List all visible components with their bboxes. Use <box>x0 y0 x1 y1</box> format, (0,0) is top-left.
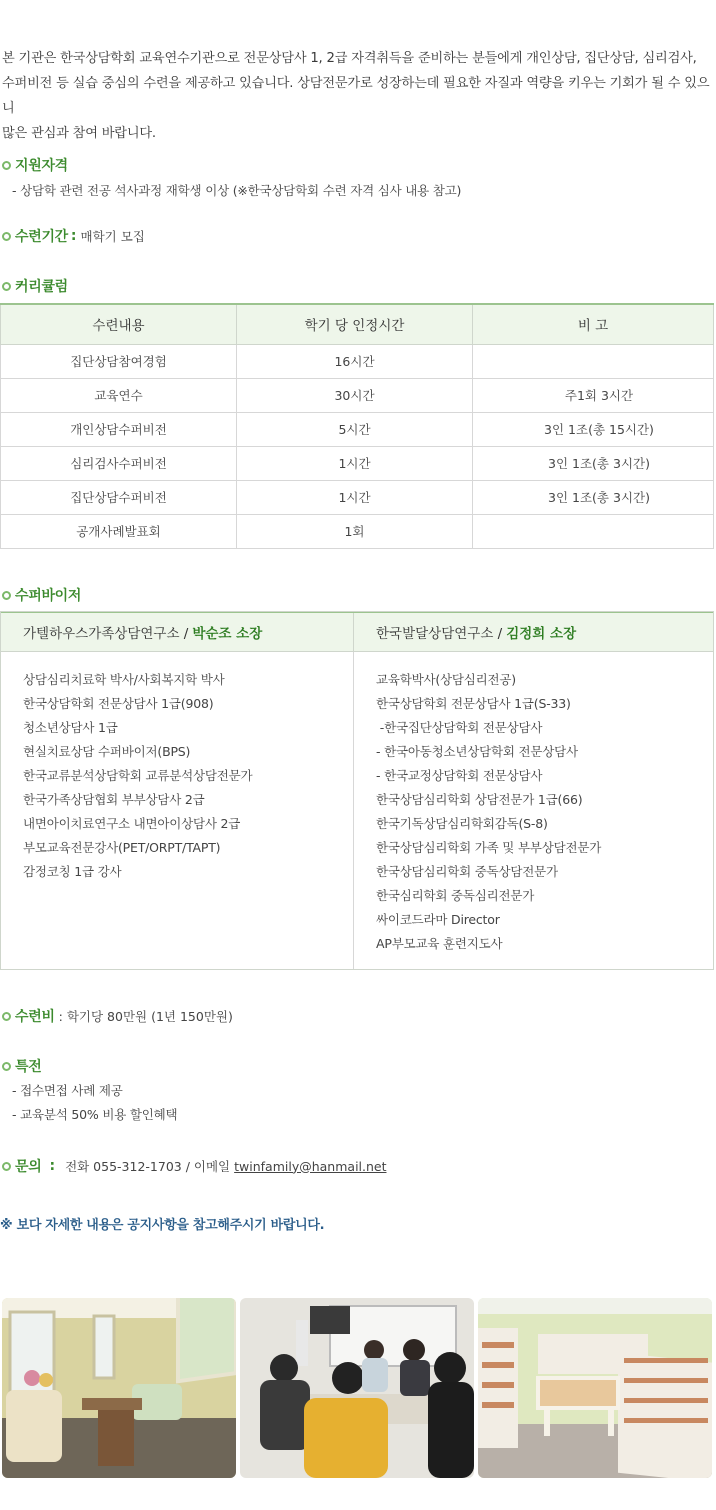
section-title: 수련기간 <box>15 229 68 245</box>
section-title: 지원자격 <box>15 158 68 174</box>
photo-gallery <box>2 1298 712 1478</box>
table-cell: 3인 1조(총 3시간) <box>473 446 714 480</box>
table-cell: 교육연수 <box>1 378 237 412</box>
colon: : <box>49 1158 56 1174</box>
section-title: 수련비 <box>15 1009 55 1025</box>
credential-item: 상담심리치료학 박사/사회복지학 박사 <box>23 672 225 687</box>
section-qualification <box>0 155 68 175</box>
table-cell <box>473 344 714 378</box>
circle-bullet-icon <box>2 1162 11 1171</box>
table-cell: 개인상담수퍼비전 <box>1 412 237 446</box>
section-fee <box>0 1006 233 1026</box>
table-cell: 심리검사수퍼비전 <box>1 446 237 480</box>
credential-item: 내면아이치료연구소 내면아이상담사 2급 <box>23 816 241 831</box>
table-row <box>1 480 714 514</box>
credential-item: 한국교류분석상담학회 교류분석상담전문가 <box>23 768 253 783</box>
supervisor-org: 가텔하우스가족상담연구소 / <box>23 626 189 642</box>
circle-bullet-icon <box>2 282 11 291</box>
table-cell: 1시간 <box>237 480 473 514</box>
section-title: 수퍼바이저 <box>15 588 82 604</box>
column-header: 비 고 <box>473 304 714 344</box>
credential-item: - 한국교정상담학회 전문상담사 <box>376 768 543 783</box>
qualification-text: - 상담학 관련 전공 석사과정 재학생 이상 (※한국상담학회 수련 자격 심사 내용 참고) <box>12 183 462 198</box>
contact-text: 전화 055-312-1703 / 이메일 <box>65 1159 231 1174</box>
intro-line: 수퍼비전 등 실습 중심의 수련을 제공하고 있습니다. 상담전문가로 성장하는데 필요한 자질과 역량을 키우는 기회가 될 수 있으니 <box>2 76 710 116</box>
supervisor-org: 한국발달상담연구소 / <box>376 626 503 642</box>
circle-bullet-icon <box>2 1012 11 1021</box>
credential-item: - 한국아동청소년상담학회 전문상담사 <box>376 744 578 759</box>
table-row <box>1 344 714 378</box>
table-cell: 30시간 <box>237 378 473 412</box>
supervisor-name: 박순조 소장 <box>192 626 263 642</box>
table-cell: 3인 1조(총 3시간) <box>473 480 714 514</box>
credential-item: 한국상담학회 전문상담사 1급(908) <box>23 696 214 711</box>
email-link[interactable]: twinfamily@hanmail.net <box>234 1158 387 1174</box>
intro-paragraph <box>2 46 714 146</box>
credential-item: 청소년상담사 1급 <box>23 720 118 735</box>
sandplay-room-image <box>478 1298 712 1478</box>
table-row <box>1 446 714 480</box>
table-cell <box>473 514 714 548</box>
intro-line: 본 기관은 한국상담학회 교육연수기관으로 전문상담사 1, 2급 자격취득을 준비하는 분들에게 개인상담, 집단상담, 심리검사, <box>2 51 697 66</box>
colon: : <box>70 228 77 244</box>
section-curriculum <box>0 276 68 296</box>
column-header: 수련내용 <box>1 304 237 344</box>
photo-sandplay-room <box>478 1298 712 1478</box>
supervisor-table <box>0 611 714 970</box>
table-cell: 공개사례발표회 <box>1 514 237 548</box>
benefit-item: - 접수면접 사례 제공 <box>12 1083 123 1098</box>
table-cell: 5시간 <box>237 412 473 446</box>
table-cell: 1회 <box>237 514 473 548</box>
photo-group-session <box>240 1298 474 1478</box>
section-period <box>0 226 145 246</box>
group-session-image <box>240 1298 474 1478</box>
credential-item: 한국상담심리학회 가족 및 부부상담전문가 <box>376 840 602 855</box>
table-cell: 집단상담참여경험 <box>1 344 237 378</box>
table-header-row <box>1 304 714 344</box>
column-header: 학기 당 인정시간 <box>237 304 473 344</box>
supervisor-credentials-right <box>354 652 601 969</box>
section-title: 문의 <box>15 1159 42 1175</box>
benefit-item: - 교육분석 50% 비용 할인혜택 <box>12 1107 178 1122</box>
credential-item: AP부모교육 훈련지도사 <box>376 936 503 951</box>
counseling-room-image <box>2 1298 236 1478</box>
credential-item: 한국가족상담협회 부부상담사 2급 <box>23 792 205 807</box>
section-title: 특전 <box>15 1059 42 1075</box>
circle-bullet-icon <box>2 232 11 241</box>
table-cell: 집단상담수퍼비전 <box>1 480 237 514</box>
section-title: 커리큘럼 <box>15 279 68 295</box>
supervisor-header-row <box>1 612 713 652</box>
photo-counseling-room <box>2 1298 236 1478</box>
section-contact <box>0 1156 387 1176</box>
supervisor-body <box>1 652 713 969</box>
supervisor-header-right <box>354 613 710 651</box>
fee-text: : 학기당 80만원 (1년 150만원) <box>58 1009 233 1024</box>
supervisor-name: 김정희 소장 <box>506 626 577 642</box>
circle-bullet-icon <box>2 591 11 600</box>
table-row <box>1 514 714 548</box>
table-row <box>1 412 714 446</box>
credential-item: 한국기독상담심리학회감독(S-8) <box>376 816 548 831</box>
credential-item: 부모교육전문강사(PET/ORPT/TAPT) <box>23 840 221 855</box>
credential-item: -한국집단상담학회 전문상담사 <box>376 720 543 735</box>
section-benefits <box>0 1056 41 1076</box>
supervisor-header-left <box>1 613 354 651</box>
section-supervisors <box>0 585 81 605</box>
credential-item: 한국상담학회 전문상담사 1급(S-33) <box>376 696 571 711</box>
table-cell: 3인 1조(총 15시간) <box>473 412 714 446</box>
notice-text: ※ 보다 자세한 내용은 공지사항을 참고해주시기 바랍니다. <box>0 1218 325 1233</box>
circle-bullet-icon <box>2 1062 11 1071</box>
credential-item: 감정코칭 1급 강사 <box>23 864 122 879</box>
table-cell: 16시간 <box>237 344 473 378</box>
credential-item: 한국상담심리학회 중독상담전문가 <box>376 864 558 879</box>
supervisor-credentials-left <box>1 652 354 969</box>
table-cell: 주1회 3시간 <box>473 378 714 412</box>
credential-item: 한국심리학회 중독심리전문가 <box>376 888 535 903</box>
credential-item: 한국상담심리학회 상담전문가 1급(66) <box>376 792 583 807</box>
table-row <box>1 378 714 412</box>
table-cell: 1시간 <box>237 446 473 480</box>
period-text: 매학기 모집 <box>80 229 145 244</box>
intro-line: 많은 관심과 참여 바랍니다. <box>2 126 156 141</box>
circle-bullet-icon <box>2 161 11 170</box>
curriculum-table <box>0 303 714 549</box>
credential-item: 현실치료상담 수퍼바이저(BPS) <box>23 744 191 759</box>
credential-item: 싸이코드라마 Director <box>376 912 500 927</box>
credential-item: 교육학박사(상담심리전공) <box>376 672 516 687</box>
